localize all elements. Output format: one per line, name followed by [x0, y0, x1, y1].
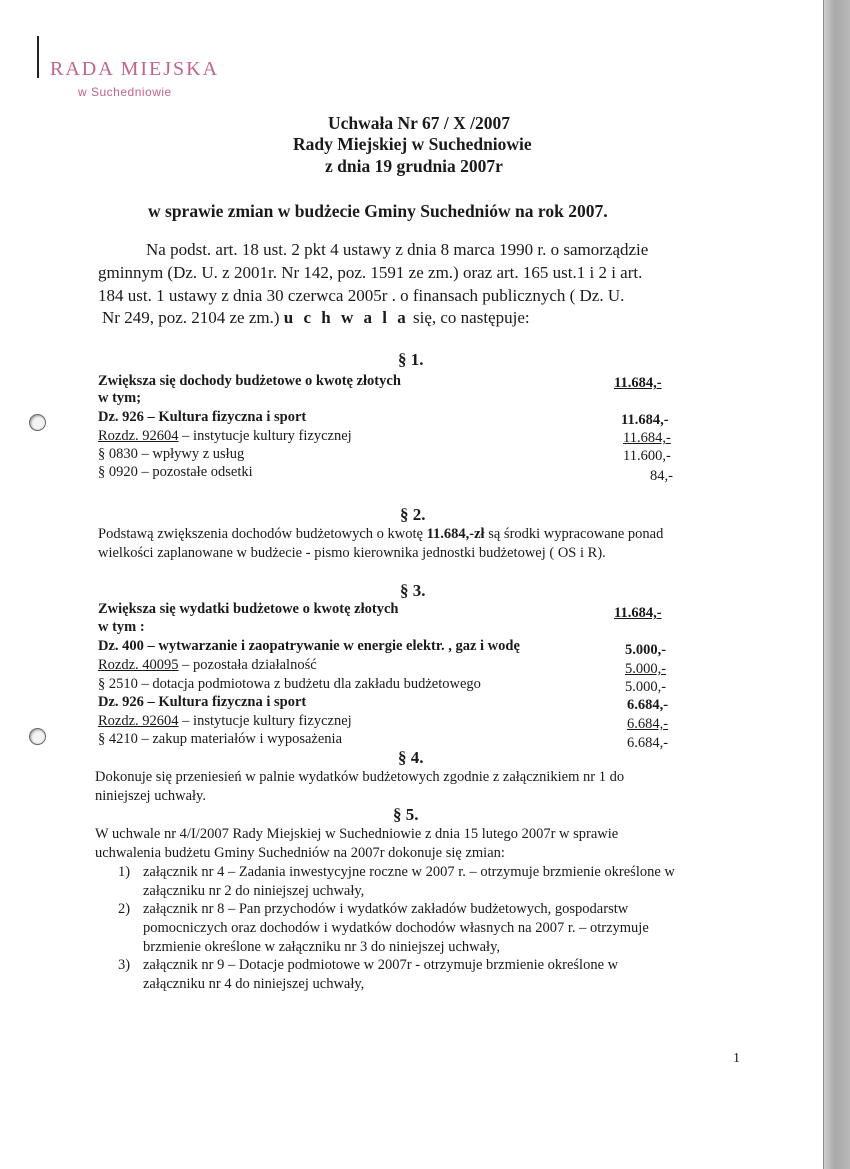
- section-2-text-part: są środki wypracowane ponad: [484, 526, 664, 542]
- income-of-which: w tym;: [98, 390, 142, 406]
- chapter-code: Rozdz. 92604: [98, 713, 179, 729]
- section-2-text: wielkości zaplanowane w budżecie - pismo kierownika jednostki budżetowej ( OS i R).: [98, 545, 606, 561]
- page-number: 1: [733, 1051, 740, 1066]
- income-row-label: Dz. 926 – Kultura fizyczna i sport: [98, 409, 307, 425]
- list-item-number: 2): [118, 901, 131, 917]
- list-item-line: załącznik nr 9 – Dotacje podmiotowe w 2007r - otrzymuje brzmienie określone w: [143, 957, 619, 973]
- section-4-mark: § 4.: [398, 748, 424, 767]
- list-item-line: załącznik nr 8 – Pan przychodów i wydatków zakładów budżetowych, gospodarstw: [143, 901, 629, 917]
- expense-row-amount: 5.000,-: [625, 661, 667, 677]
- income-row-amount: 11.684,-: [623, 430, 671, 446]
- punch-hole-icon: [29, 728, 46, 745]
- list-item-line: załączniku nr 4 do niniejszej uchwały,: [143, 976, 365, 992]
- preamble-line: [102, 308, 530, 328]
- section-2-text-part: Podstawą zwiększenia dochodów budżetowych o kwotę: [98, 526, 427, 542]
- section-5-text: uchwalenia budżetu Gminy Suchedniów na 2007r dokonuje się zmian:: [95, 845, 505, 861]
- expense-of-which: w tym :: [98, 619, 145, 635]
- expense-row-amount: 6.684,-: [627, 716, 669, 732]
- income-row-amount: 11.600,-: [623, 448, 671, 464]
- expense-row-amount: 5.000,-: [625, 642, 667, 658]
- expense-row-label: Dz. 926 – Kultura fizyczna i sport: [98, 694, 307, 710]
- section-5-mark: § 5.: [393, 805, 419, 824]
- preamble-text: Nr 249, poz. 2104 ze zm.): [102, 308, 284, 327]
- expense-row-amount: 5.000,-: [625, 679, 667, 695]
- chapter-code: Rozdz. 40095: [98, 657, 179, 673]
- expense-row-amount: 6.684,-: [627, 697, 669, 713]
- resolution-date: z dnia 19 grudnia 2007r: [325, 156, 503, 176]
- section-4-text: Dokonuje się przeniesień w palnie wydatków budżetowych zgodnie z załącznikiem nr 1 do: [95, 769, 625, 785]
- preamble-line: Na podst. art. 18 ust. 2 pkt 4 ustawy z dnia 8 marca 1990 r. o samorządzie: [146, 240, 649, 259]
- expense-row-label: [98, 713, 352, 730]
- stamp-subtitle: w Suchedniowie: [78, 85, 172, 99]
- income-intro: Zwiększa się dochody budżetowe o kwotę złotych: [98, 373, 401, 389]
- chapter-name: – pozostała działalność: [178, 657, 317, 673]
- expense-row-label: § 4210 – zakup materiałów i wyposażenia: [98, 731, 343, 747]
- income-row-amount: 84,-: [650, 468, 673, 484]
- section-4-text: niniejszej uchwały.: [95, 788, 206, 804]
- section-5-text: W uchwale nr 4/I/2007 Rady Miejskiej w Suchedniowie z dnia 15 lutego 2007r w sprawie: [95, 826, 619, 842]
- section-2-amount: 11.684,-zł: [426, 526, 485, 542]
- resolves-word: u c h w a l a: [283, 308, 409, 327]
- expense-row-amount: 6.684,-: [627, 735, 669, 751]
- preamble-line: gminnym (Dz. U. z 2001r. Nr 142, poz. 1591 ze zm.) oraz art. 165 ust.1 i 2 i art.: [98, 263, 643, 282]
- expense-total-amount: 11.684,-: [614, 605, 662, 621]
- margin-mark: [37, 36, 39, 78]
- council-name: Rady Miejskiej w Suchedniowie: [293, 134, 532, 154]
- resolution-subject: w sprawie zmian w budżecie Gminy Suchedniów na rok 2007.: [148, 201, 608, 221]
- list-item-line: załączniku nr 2 do niniejszej uchwały,: [143, 883, 365, 899]
- income-row-label: § 0920 – pozostałe odsetki: [98, 464, 253, 480]
- list-item-number: 1): [118, 864, 131, 880]
- resolution-number: Uchwała Nr 67 / X /2007: [328, 113, 510, 133]
- income-row-label: [98, 428, 352, 445]
- income-row-label: § 0830 – wpływy z usług: [98, 446, 245, 462]
- expense-row-label: § 2510 – dotacja podmiotowa z budżetu dla zakładu budżetowego: [98, 676, 481, 692]
- list-item-line: pomocniczych oraz dochodów i wydatków dochodów własnych na 2007 r. – otrzymuje: [143, 920, 649, 936]
- section-1-mark: § 1.: [398, 350, 424, 369]
- income-total-amount: 11.684,-: [614, 375, 662, 391]
- chapter-name: – instytucje kultury fizycznej: [178, 713, 352, 729]
- section-3-mark: § 3.: [400, 581, 426, 600]
- list-item-number: 3): [118, 957, 131, 973]
- list-item-line: brzmienie określone w załączniku nr 3 do niniejszej uchwały,: [143, 939, 500, 955]
- list-item-line: załącznik nr 4 – Zadania inwestycyjne roczne w 2007 r. – otrzymuje brzmienie określone w: [143, 864, 675, 880]
- stamp-title: RADA MIEJSKA: [50, 58, 220, 80]
- expense-intro: Zwiększa się wydatki budżetowe o kwotę złotych: [98, 601, 399, 617]
- expense-row-label: [98, 657, 317, 674]
- section-2-mark: § 2.: [400, 505, 426, 524]
- punch-hole-icon: [29, 414, 46, 431]
- preamble-line: 184 ust. 1 ustawy z dnia 30 czerwca 2005r . o finansach publicznych ( Dz. U.: [98, 286, 625, 305]
- preamble-text: się, co następuje:: [408, 308, 530, 327]
- chapter-name: – instytucje kultury fizycznej: [178, 428, 352, 444]
- income-row-amount: 11.684,-: [621, 412, 669, 428]
- expense-row-label: Dz. 400 – wytwarzanie i zaopatrywanie w energie elektr. , gaz i wodę: [98, 638, 520, 654]
- chapter-code: Rozdz. 92604: [98, 428, 179, 444]
- scan-edge-strip: [824, 0, 850, 1169]
- section-2-text: [98, 526, 663, 543]
